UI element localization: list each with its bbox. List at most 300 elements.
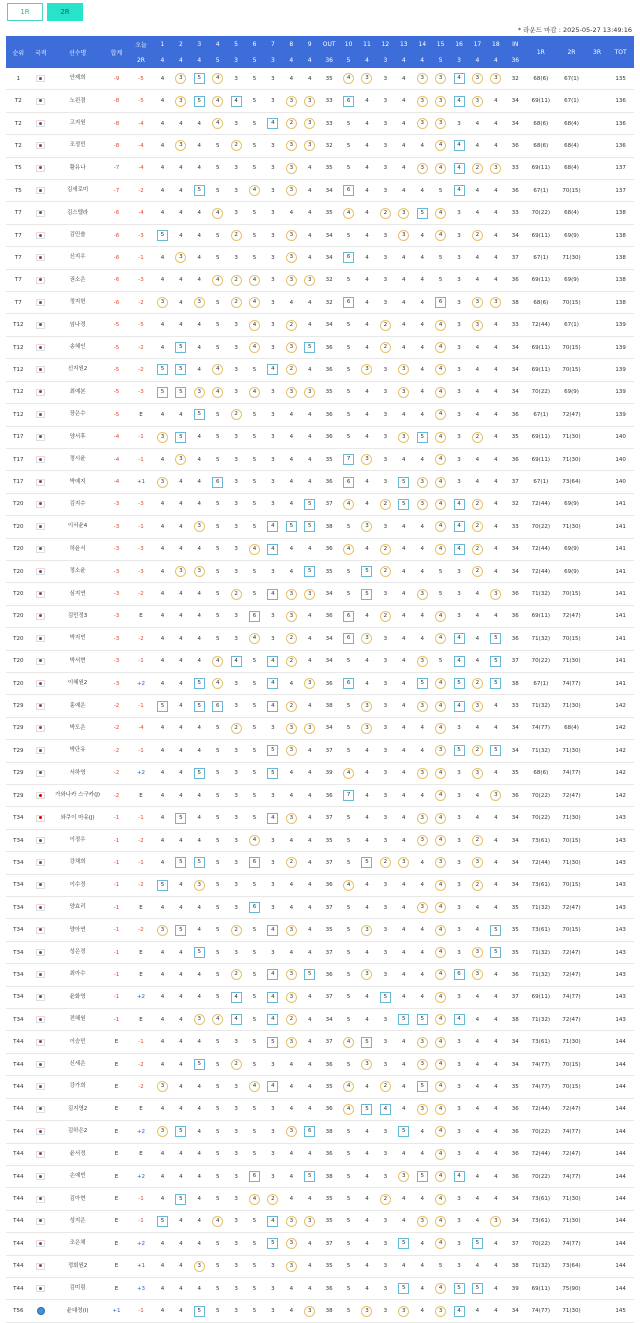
score-value: 4 — [402, 1263, 406, 1270]
hole-score — [301, 1210, 319, 1232]
hole-score — [413, 426, 431, 448]
par-5: 3 — [227, 52, 245, 68]
in-total — [505, 1165, 525, 1187]
score-value: 3 — [361, 925, 372, 936]
hole-score — [413, 516, 431, 538]
hole-3: 3 — [190, 36, 208, 52]
score-value: 4 — [435, 1283, 446, 1294]
score-value: 4 — [343, 1037, 354, 1048]
score-value: 3 — [398, 857, 409, 868]
score-value: 4 — [289, 568, 294, 575]
score-value: 4 — [365, 1128, 369, 1135]
table-row — [6, 1121, 634, 1143]
hole-score — [358, 717, 376, 739]
hole-score — [468, 1076, 486, 1098]
score-value: 4 — [435, 387, 446, 398]
hole-score — [153, 1053, 171, 1075]
score-value: 34 — [325, 725, 333, 732]
round-tab-2r[interactable]: 2R — [47, 3, 83, 21]
round2-score: 69(9) — [556, 224, 587, 246]
hole-score — [450, 1277, 468, 1299]
player-name: 김지수 — [51, 493, 104, 515]
hole-score — [264, 1121, 282, 1143]
score-value: 4 — [212, 96, 223, 107]
nationality-cell — [31, 202, 51, 224]
round1-score: 69(11) — [525, 157, 556, 179]
hole-score — [301, 628, 319, 650]
hole-score — [153, 583, 171, 605]
score-value: 37 — [325, 1039, 333, 1046]
hole-score — [282, 717, 300, 739]
hole-score — [245, 1210, 263, 1232]
score-value: 3 — [383, 658, 388, 665]
score-value: 3 — [157, 432, 168, 443]
hole-score — [413, 807, 431, 829]
score-value: 5 — [267, 1238, 278, 1249]
score-value: 2 — [286, 701, 297, 712]
hole-score — [358, 180, 376, 202]
score-value: 5 — [215, 501, 220, 508]
hole-score — [450, 1188, 468, 1210]
hole-score — [172, 1277, 190, 1299]
score-value: 4 — [402, 747, 406, 754]
rank-cell: T34 — [6, 919, 31, 941]
score-value: 4 — [420, 568, 424, 575]
score-value: 4 — [179, 882, 183, 889]
hole-score — [172, 359, 190, 381]
rank-cell: T34 — [6, 1009, 31, 1031]
hole-score — [376, 1009, 394, 1031]
table-row — [6, 448, 634, 470]
score-value: 36 — [511, 456, 519, 463]
out-total — [319, 1076, 339, 1098]
score-value: 4 — [267, 364, 278, 375]
table-row — [6, 202, 634, 224]
round1-score: 67(1) — [525, 180, 556, 202]
hole-score — [172, 1076, 190, 1098]
hole-score — [245, 740, 263, 762]
hole-score — [227, 740, 245, 762]
hole-score — [264, 762, 282, 784]
nationality-cell — [31, 874, 51, 896]
hole-score — [153, 269, 171, 291]
out-total — [319, 986, 339, 1008]
score-value: 4 — [179, 232, 183, 239]
score-value: 3 — [383, 1285, 388, 1292]
hole-score — [431, 202, 449, 224]
player-name: 정시윤 — [51, 448, 104, 470]
round1-score: 69(11) — [525, 1277, 556, 1299]
score-value: 3 — [194, 880, 205, 891]
in-total — [505, 897, 525, 919]
score-value: 36 — [511, 1106, 519, 1113]
hole-score — [487, 785, 505, 807]
in-total — [505, 426, 525, 448]
col-round2: 2R — [129, 52, 154, 68]
total-to-par: E — [104, 1143, 129, 1165]
score-value: 4 — [197, 1106, 202, 1113]
round3-score — [587, 1300, 607, 1322]
score-value: 3 — [383, 120, 388, 127]
rank-cell: T34 — [6, 964, 31, 986]
score-value: 5 — [194, 96, 205, 107]
hole-score — [376, 852, 394, 874]
score-value: 3 — [490, 297, 501, 308]
hole-score — [172, 1210, 190, 1232]
score-value: 4 — [267, 656, 278, 667]
score-value: 2 — [286, 1014, 297, 1025]
score-value: 5 — [346, 120, 351, 127]
hole-score — [282, 247, 300, 269]
score-value: 5 — [304, 521, 315, 532]
out-total — [319, 897, 339, 919]
rank-cell: T2 — [6, 90, 31, 112]
hole-score — [227, 986, 245, 1008]
hole-score — [358, 1277, 376, 1299]
score-value: 4 — [420, 882, 424, 889]
score-value: 5 — [267, 1037, 278, 1048]
score-value: 5 — [194, 701, 205, 712]
score-value: 4 — [494, 523, 498, 530]
hole-score — [245, 874, 263, 896]
score-value: 4 — [160, 165, 165, 172]
round1-score: 72(44) — [525, 538, 556, 560]
hole-score — [245, 672, 263, 694]
hole-score — [450, 157, 468, 179]
round2-score: 72(47) — [556, 1009, 587, 1031]
hole-score — [468, 1277, 486, 1299]
nationality-cell — [31, 1255, 51, 1277]
today-to-par: E — [129, 1009, 154, 1031]
rank-cell: T56 — [6, 1300, 31, 1322]
total-to-par: -5 — [104, 359, 129, 381]
score-value: 4 — [420, 299, 424, 306]
hole-score — [282, 269, 300, 291]
rank-cell: T20 — [6, 516, 31, 538]
round-tab-1r[interactable]: 1R — [7, 3, 43, 21]
score-value: 3 — [457, 232, 461, 239]
score-value: 3 — [457, 994, 461, 1001]
hole-score — [190, 897, 208, 919]
score-value: 3 — [383, 142, 388, 149]
score-value: 3 — [286, 1037, 297, 1048]
hole-score — [450, 471, 468, 493]
total-strokes: 141 — [607, 605, 634, 627]
score-value: 5 — [175, 432, 186, 443]
round2-score: 69(9) — [556, 560, 587, 582]
score-value: 3 — [457, 1218, 461, 1225]
round1-score: 70(22) — [525, 1121, 556, 1143]
score-value: 38 — [325, 523, 333, 530]
score-value: 3 — [383, 1061, 388, 1068]
hole-score — [395, 583, 413, 605]
nationality-cell — [31, 157, 51, 179]
score-value: 6 — [249, 611, 260, 622]
hole-score — [153, 314, 171, 336]
flag-icon — [36, 1083, 45, 1090]
total-strokes: 143 — [607, 829, 634, 851]
hole-score — [431, 874, 449, 896]
hole-score — [376, 650, 394, 672]
in-total — [505, 1121, 525, 1143]
today-to-par: -1 — [129, 448, 154, 470]
score-value: 4 — [494, 1016, 498, 1023]
total-to-par: E — [104, 1031, 129, 1053]
score-value: 4 — [435, 1059, 446, 1070]
round3-score — [587, 180, 607, 202]
round2-score: 68(4) — [556, 202, 587, 224]
today-to-par: E — [129, 1098, 154, 1120]
round3-score — [587, 157, 607, 179]
score-value: 3 — [234, 815, 238, 822]
score-value: 4 — [435, 499, 446, 510]
score-value: 4 — [307, 635, 312, 642]
rank-cell: T7 — [6, 269, 31, 291]
hole-score — [358, 1143, 376, 1165]
score-value: 4 — [343, 1081, 354, 1092]
hole-score — [450, 448, 468, 470]
hole-score — [413, 560, 431, 582]
flag-icon — [36, 523, 45, 530]
score-value: 4 — [435, 723, 446, 734]
player-name: 박지빈 — [51, 628, 104, 650]
score-value: 4 — [494, 859, 498, 866]
player-name: 김민정3 — [51, 605, 104, 627]
player-name: 강채희 — [51, 852, 104, 874]
score-value: 4 — [307, 322, 312, 329]
score-value: 4 — [420, 1263, 424, 1270]
score-value: 4 — [179, 1106, 183, 1113]
hole-score — [190, 560, 208, 582]
out-total — [319, 717, 339, 739]
score-value: 4 — [475, 658, 480, 665]
hole-score — [190, 68, 208, 90]
score-value: 35 — [325, 165, 333, 172]
table-row — [6, 292, 634, 314]
score-value: 4 — [494, 837, 498, 844]
score-value: 4 — [289, 1083, 294, 1090]
score-value: 35 — [325, 837, 333, 844]
hole-score — [358, 874, 376, 896]
score-value: 5 — [252, 75, 257, 82]
hole-score — [487, 1098, 505, 1120]
hole-score — [282, 829, 300, 851]
table-row — [6, 874, 634, 896]
score-value: 4 — [454, 1306, 465, 1317]
hole-score — [487, 448, 505, 470]
flag-icon — [36, 501, 45, 508]
score-value: 4 — [160, 994, 165, 1001]
score-value: 5 — [346, 366, 351, 373]
hole-score — [301, 852, 319, 874]
hole-score — [395, 1031, 413, 1053]
today-to-par: -2 — [129, 359, 154, 381]
hole-score — [468, 560, 486, 582]
today-to-par: E — [129, 404, 154, 426]
hole-score — [431, 538, 449, 560]
hole-score — [431, 516, 449, 538]
table-row — [6, 785, 634, 807]
hole-score — [413, 785, 431, 807]
score-value: 5 — [417, 1081, 428, 1092]
table-row — [6, 919, 634, 941]
hole-score — [376, 247, 394, 269]
hole-score — [395, 1121, 413, 1143]
hole-score — [413, 1121, 431, 1143]
hole-score — [264, 1165, 282, 1187]
hole-score — [153, 986, 171, 1008]
hole-score — [395, 986, 413, 1008]
hole-score — [301, 292, 319, 314]
hole-score — [413, 717, 431, 739]
score-value: 5 — [252, 523, 257, 530]
hole-score — [487, 157, 505, 179]
nationality-cell — [31, 605, 51, 627]
hole-score — [190, 1076, 208, 1098]
total-to-par: E — [104, 1188, 129, 1210]
hole-score — [190, 157, 208, 179]
score-value: 4 — [365, 1151, 369, 1158]
rank-cell: T12 — [6, 381, 31, 403]
hole-score — [301, 874, 319, 896]
hole-score — [468, 1233, 486, 1255]
hole-score — [190, 1098, 208, 1120]
score-value: 4 — [365, 187, 369, 194]
score-value: 4 — [197, 546, 202, 553]
score-value: 4 — [402, 591, 406, 598]
par-8: 4 — [282, 52, 300, 68]
score-value: 4 — [307, 411, 312, 418]
score-value: 34 — [511, 1308, 519, 1315]
score-value: 4 — [289, 1308, 294, 1315]
score-value: 37 — [325, 904, 333, 911]
hole-score — [245, 1255, 263, 1277]
hole-score — [395, 381, 413, 403]
total-strokes: 142 — [607, 762, 634, 784]
total-strokes: 138 — [607, 224, 634, 246]
score-value: 3 — [304, 275, 315, 286]
score-value: 5 — [252, 210, 257, 217]
flag-icon — [37, 1307, 45, 1315]
hole-score — [468, 785, 486, 807]
in-total — [505, 560, 525, 582]
score-value: 5 — [252, 254, 257, 261]
score-value: 3 — [417, 1037, 428, 1048]
score-value: 4 — [249, 1081, 260, 1092]
hole-score — [245, 964, 263, 986]
total-strokes: 137 — [607, 157, 634, 179]
hole-score — [358, 1121, 376, 1143]
table-row — [6, 1210, 634, 1232]
flag-icon — [36, 456, 45, 463]
out-total — [319, 404, 339, 426]
rank-cell: T20 — [6, 493, 31, 515]
hole-score — [395, 1277, 413, 1299]
score-value: 4 — [402, 1218, 406, 1225]
hole-score — [227, 292, 245, 314]
hole-score — [282, 785, 300, 807]
rank-cell: T34 — [6, 897, 31, 919]
par-14: 4 — [413, 52, 431, 68]
hole-score — [431, 1255, 449, 1277]
score-value: 3 — [361, 73, 372, 84]
score-value: 3 — [234, 501, 238, 508]
round1-score: 67(1) — [525, 672, 556, 694]
round3-score — [587, 448, 607, 470]
rank-cell: T29 — [6, 740, 31, 762]
nationality-cell — [31, 1233, 51, 1255]
total-to-par: E — [104, 1255, 129, 1277]
flag-icon — [36, 725, 45, 732]
hole-score — [301, 560, 319, 582]
hole-score — [450, 1053, 468, 1075]
score-value: 4 — [267, 589, 278, 600]
hole-score — [227, 359, 245, 381]
today-to-par: +1 — [129, 471, 154, 493]
hole-score — [282, 1121, 300, 1143]
in-total — [505, 605, 525, 627]
round2-score: 71(30) — [556, 426, 587, 448]
hole-score — [395, 314, 413, 336]
out-total — [319, 1188, 339, 1210]
score-value: 4 — [267, 701, 278, 712]
score-value: 32 — [325, 299, 333, 306]
hole-score — [264, 605, 282, 627]
score-value: 5 — [252, 1016, 257, 1023]
score-value: 3 — [271, 568, 275, 575]
hole-score — [264, 292, 282, 314]
par-6: 5 — [245, 52, 263, 68]
hole-score — [245, 292, 263, 314]
round3-score — [587, 224, 607, 246]
score-value: 32 — [325, 277, 333, 284]
hole-score — [431, 941, 449, 963]
score-value: 37 — [511, 1240, 519, 1247]
nationality-cell — [31, 1165, 51, 1187]
hole-score — [431, 224, 449, 246]
round1-score: 74(77) — [525, 1300, 556, 1322]
hole-score — [468, 1255, 486, 1277]
hole-score — [431, 426, 449, 448]
score-value: 4 — [289, 904, 294, 911]
hole-score — [172, 538, 190, 560]
today-to-par: -2 — [129, 829, 154, 851]
hole-score — [282, 471, 300, 493]
score-value: 3 — [417, 589, 428, 600]
hole-score — [227, 1076, 245, 1098]
hole-score — [413, 1031, 431, 1053]
hole-score — [227, 426, 245, 448]
score-value: 4 — [179, 1061, 183, 1068]
hole-score — [264, 180, 282, 202]
round1-score: 71(32) — [525, 628, 556, 650]
hole-score — [172, 516, 190, 538]
score-value: 4 — [365, 232, 369, 239]
today-to-par: -2 — [129, 874, 154, 896]
hole-score — [245, 404, 263, 426]
total-to-par: -4 — [104, 426, 129, 448]
round2-score: 68(4) — [556, 157, 587, 179]
score-value: 4 — [160, 1308, 165, 1315]
today-to-par: -4 — [129, 157, 154, 179]
score-value: 4 — [197, 1083, 202, 1090]
score-value: 34 — [511, 837, 519, 844]
score-value: 4 — [179, 187, 183, 194]
hole-score — [153, 202, 171, 224]
score-value: 4 — [197, 1128, 202, 1135]
player-name: 와쿠이 마유(J) — [51, 807, 104, 829]
hole-score — [227, 381, 245, 403]
